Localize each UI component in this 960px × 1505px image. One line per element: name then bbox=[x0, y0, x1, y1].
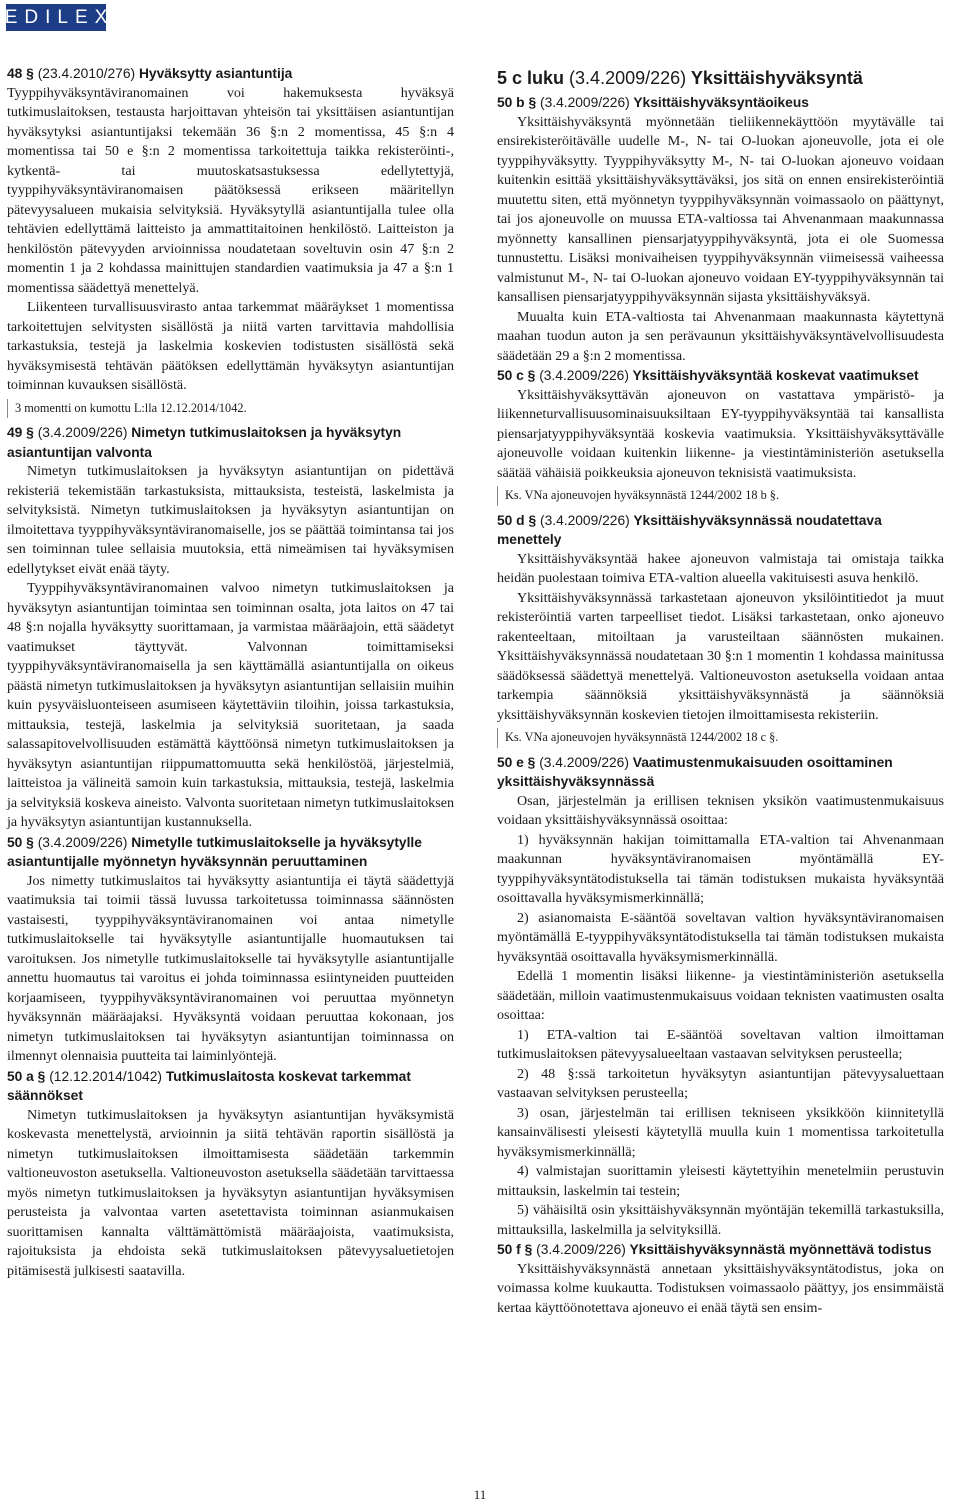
section-50c-note: Ks. VNa ajoneuvojen hyväksynnästä 1244/2002 18 b §. bbox=[497, 486, 944, 506]
section-49-paragraph-2: Tyyppihyväksyntäviranomainen valvoo nimetyn tutkimuslaitoksen ja hyväksytyn asiantuntijan toimintaa sen toiminnan osalta, jota laitos on 47 tai 48 §:n nojalla hyväksytty suorittamaan, ja varmistaa määräajoin, että säädetyt vaatimukset täyttyvät. Valvonnan toimittamiseksi tyyppihyväksyntäviranomaisella ja sen käyttämällä asiantuntijalla on oikeus päästä nimetyn tutkimuslaitoksen ja hyväksytyn asiantuntijan sellaisiin muihin kuin pysyväisluonteiseen asumiseen käytettäviin tiloihin, joissa tarkastuksia, mittauksia, testejä, laskelmia ja selvityksiä suoritetaan, ja saada salassapitovelvollisuuden estämättä käyttöönsä nimetyn tutkimuslaitoksen ja hyväksytyn asiantuntijan riippumattomuutta sekä henkilöstöä, järjestelmiä, laitteistoa ja välineitä samoin kuin tarkastuksia, mittauksia, testejä, laskelmia ja selvityksiä koskeva aineisto. Valvonta suoritetaan nimetyn tutkimuslaitoksen ja hyväksytyn asiantuntijan kustannuksella. bbox=[7, 580, 454, 830]
section-50e-paragraph-6: 2) 48 §:ssä tarkoitetun hyväksytyn asiantuntijan pätevyysaluettaan vastaavan selvityksen perusteella; bbox=[497, 1065, 944, 1101]
section-title: Yksittäishyväksyntäoikeus bbox=[633, 95, 809, 110]
section-title: Yksittäishyväksynnästä myönnettävä todistus bbox=[629, 1242, 932, 1257]
section-48-paragraph-2: Liikenteen turvallisuusvirasto antaa tarkemmat määräykset 1 momentissa tarkoitettujen selvitysten sisällöstä ja niitä varten tarvittavia mahdollisia tarkastuksia, testejä ja laskelmia koskevien todistusten sisällöstä sekä hyväksymisestä tehtävän päätöksen edellyttämän hyväksytyn asiantuntijan toiminnan kuvauksen sisällöstä. bbox=[7, 299, 454, 393]
section-50-paragraph-1: Jos nimetty tutkimuslaitos tai hyväksytty asiantuntija ei täytä säädettyjä vaatimuksia tai toimii tässä luvussa tarkoitetussa toiminnassa säännösten vastaisesti, tyyppihyväksyntäviranomainen voi antaa nimetylle tutkimuslaitokselle tai hyväksytylle asiantuntijalle huomautuksen tai varoituksen. Jos nimetylle tutkimuslaitokselle tai hyväksytylle asiantuntijalle annettu huomautus tai varoitus ei johda toiminnassa esiintyneiden puutteiden korjaamiseen, tyyppihyväksyntäviranomainen voi peruuttaa myönnetyn hyväksynnän määräajaksi. Hyväksyntä voidaan peruuttaa kokonaan, jos nimetyn tutkimuslaitoksen tai hyväksytyn asiantuntijan toiminnassa on ilmennyt olennaisia puutteita tai laiminlyöntejä. bbox=[7, 872, 454, 1064]
section-50e-paragraph-1: Osan, järjestelmän ja erillisen teknisen yksikön vaatimustenmukaisuus voidaan yksittäishyväksynnässä osoittaa: bbox=[497, 792, 944, 828]
section-number: 48 § bbox=[7, 66, 34, 81]
section-50f-heading bbox=[497, 1240, 944, 1260]
section-title: Hyväksytty asiantuntija bbox=[138, 66, 293, 81]
section-title: Vaatimustenmukaisuuden osoittaminen yksittäishyväksynnässä bbox=[497, 754, 893, 789]
section-title: Nimetyn tutkimuslaitoksen ja hyväksytyn asiantuntijan valvonta bbox=[7, 425, 402, 460]
section-ref: (3.4.2009/226) bbox=[539, 95, 630, 110]
section-number: 50 d § bbox=[497, 512, 537, 528]
section-48-note: 3 momentti on kumottu L:lla 12.12.2014/1042. bbox=[7, 399, 454, 419]
section-title: Nimetylle tutkimuslaitokselle ja hyväksytylle asiantuntijalle myönnetyn hyväksynnän peruuttaminen bbox=[7, 834, 422, 869]
section-50b-paragraph-2: Muualta kuin ETA-valtiosta tai Ahvenanmaan maakunnasta käytettynä maahan tuodun auton ja sen perävaunun yksittäishyväksyntävelvollisuudesta säädetään 29 a §:n 2 momentissa. bbox=[497, 308, 944, 364]
section-50e-paragraph-4: Edellä 1 momentin lisäksi liikenne- ja viestintäministeriön asetuksella säädetään, milloin vaatimustenmukaisuus voidaan teknisten vaatimusten osalta osoittaa: bbox=[497, 968, 944, 1023]
section-number: 50 a § bbox=[7, 1068, 46, 1084]
section-50a-paragraph-1: Nimetyn tutkimuslaitoksen ja hyväksytyn asiantuntijan hyväksymistä koskevasta menettelystä, arvioinnin ja siitä tehtävän raportin sisällöstä ja nimetyn tutkimuslaitoksen ilmoittamisesta säädetään tarkemmin valtioneuvoston asetuksella. Valtioneuvoston asetuksella säädetään tarvittaessa myös nimetyn tutkimuslaitoksen ja hyväksytyn asiantuntijan hyväksymisen perusteista ja valvontaa varten asetettavista toiminnan asianmukaisen suorittamisen kannalta välttämättömistä määräajoista, vaatimuksista, rajoituksista ja ehdoista sekä tutkimuslaitoksen pätevyysaluetietojen pitämisestä julkisesti saatavilla. bbox=[7, 1106, 454, 1279]
section-50d-paragraph-1: Yksittäishyväksyntää hakee ajoneuvon valmistaja tai omistaja taikka heidän puolestaan toimiva ETA-valtion alueella vakituisesti asuva henkilö. bbox=[497, 550, 944, 586]
section-50d-note: Ks. VNa ajoneuvojen hyväksynnästä 1244/2002 18 c §. bbox=[497, 728, 944, 748]
section-50e-paragraph-9: 5) vähäisiltä osin yksittäishyväksynnän myöntäjän tekemillä tarkastuksilla, mittauksilla, laskelmilla ja selvityksillä. bbox=[497, 1202, 944, 1238]
chapter-heading bbox=[497, 66, 944, 90]
section-number: 49 § bbox=[7, 425, 34, 440]
section-title: Yksittäishyväksyntää koskevat vaatimukset bbox=[632, 368, 919, 383]
section-number: 50 § bbox=[7, 834, 34, 850]
edilex-logo bbox=[4, 4, 115, 31]
section-50f-paragraph-1: Yksittäishyväksynnästä annetaan yksittäishyväksyntätodistus, joka on voimassa kolme kuukautta. Todistuksen voimassaolo päättyy, jos ensimmäistä kertaa käyttöönotettava ajoneuvo ei enää täytä sen ensim- bbox=[497, 1260, 944, 1316]
chapter-ref: (3.4.2009/226) bbox=[569, 68, 687, 88]
section-50a-heading bbox=[7, 1067, 454, 1106]
section-ref: (3.4.2009/226) bbox=[539, 368, 629, 383]
section-title: Yksittäishyväksynnässä noudatettava menettely bbox=[497, 512, 882, 547]
section-50b-paragraph-1: Yksittäishyväksyntä myönnetään tieliikennekäyttöön myytävälle tai ensirekisteröitävälle uudelle M-, N- tai O-luokan ajoneuvolle, jota ei ole tyyppihyväksytty. Tyyppihyväksytty M-, N- tai O-luokan ajoneuvo voidaan kuitenkin esittää yksittäishyväksyttäväksi, jos sitä on ennen ensirekisteröintiä muutettu siten, että myönnetyn tyyppihyväksynnän voimassaolo on päättynyt, tai jos ajoneuvolle on muussa ETA-valtiossa tai Ahvenanmaan maakunnassa myönnetty kansallinen piensarjatyyppihyväksyntä, jota ei ole Suomessa tunnustettu. Lisäksi monivaiheisen tyyppihyväksynnän viimeisessä vaiheessa valmistunut M-, N- tai O-luokan ajoneuvo voidaan EY-tyyppihyväksynnän tai kansallisen piensarjatyyppihyväksynnän sijasta yksittäishyväksyä. bbox=[497, 113, 944, 305]
section-title: Tutkimuslaitosta koskevat tarkemmat säännökset bbox=[7, 1068, 411, 1103]
section-ref: (3.4.2009/226) bbox=[37, 425, 128, 440]
section-number: 50 b § bbox=[497, 95, 537, 110]
page-number: 11 bbox=[473, 1487, 487, 1502]
chapter-title: Yksittäishyväksyntä bbox=[690, 68, 863, 88]
section-48-heading bbox=[7, 64, 454, 84]
section-ref: (12.12.2014/1042) bbox=[49, 1068, 162, 1084]
section-number: 50 c § bbox=[497, 368, 536, 383]
left-column bbox=[7, 64, 454, 1281]
section-50e-heading bbox=[497, 753, 944, 792]
section-50d-heading bbox=[497, 511, 944, 550]
right-column bbox=[497, 66, 944, 1318]
section-50e-paragraph-2: 1) hyväksynnän hakijan toimittamalla ETA-valtion tai Ahvenanmaan maakunnan hyväksyntäviranomaisen myöntämällä EY-tyyppihyväksyntätodistuksella tai tämän todistuksen mukaista hyväksyntää osoittavalla hyväksymismerkinnällä; bbox=[497, 831, 944, 906]
chapter-number: 5 c luku bbox=[497, 68, 565, 88]
section-49-heading bbox=[7, 423, 454, 462]
section-ref: (23.4.2010/276) bbox=[37, 66, 136, 81]
section-ref: (3.4.2009/226) bbox=[37, 834, 128, 850]
section-50c-paragraph-1: Yksittäishyväksyttävän ajoneuvon on vastattava ympäristö- ja liikenneturvallisuusominaisuuksiltaan EY-tyyppihyväksyntää tai kansallista piensarjatyyppihyväksyntää koskevia vaatimuksia. Yksittäishyväksyttävälle ajoneuvolle voidaan kuitenkin liikenne- ja viestintäministeriön asetuksella säätää vähäisiä poikkeuksia ajoneuvon teknisistä vaatimuksista. bbox=[497, 386, 944, 481]
section-48-paragraph-1: Tyyppihyväksyntäviranomainen voi hakemuksesta hyväksyä tutkimuslaitoksen, testausta harjoittavan yhteisön tai yksittäisen asiantuntijan hyväksytyksi asiantuntijaksi tekemään 36 §:n 2 momentissa, 45 §:n 4 momentissa tai 50 e §:n 2 momentissa tarkoitettuja taikka rekisteröinti-, kytkentä- tai muutoskatsastuksessa edellytettyjä, tyyppihyväksyntäviranomaisen päätöksessä erikseen määritellyn pätevyysalueen mukaisia selvityksiä. Hyväksytyllä asiantuntijalla tulee olla tehtävien edellyttämä laitteisto ja ammattitaitoinen henkilöstö. Laitteiston ja henkilöstön pätevyyden arvioinnissa noudatetaan soveltuvin osin 47 §:n 2 momentin 1 ja 2 kohdassa mainittujen standardien vaatimuksia ja 47 a §:n 1 momentissa säädettyä menettelyä. bbox=[7, 84, 454, 296]
section-50e-paragraph-3: 2) asianomaista E-sääntöä soveltavan valtion hyväksyntäviranomaisen myöntämällä E-tyyppihyväksyntätodistuksella tai tämän todistuksen mukaista hyväksyntää osoittavalla hyväksymismerkinnällä. bbox=[497, 909, 944, 965]
section-50-heading bbox=[7, 833, 454, 872]
section-ref: (3.4.2009/226) bbox=[539, 512, 630, 528]
section-number: 50 f § bbox=[497, 1242, 533, 1257]
section-49-paragraph-1: Nimetyn tutkimuslaitoksen ja hyväksytyn asiantuntijan on pidettävä rekisteriä tekemistään tarkastuksista, mittauksista, testeistä, laskelmista ja selvityksistä. Nimetyn tutkimuslaitoksen ja hyväksytyn asiantuntijan on ilmoitettava tyyppihyväksyntäviranomaiselle, jos se päättää toimintansa tai jos sen toiminnan tulee sellaisia muutoksia, että nimeämisen tai hyväksymisen edellytykset eivät enää täyty. bbox=[7, 463, 454, 577]
section-50e-paragraph-5: 1) ETA-valtion tai E-sääntöä soveltavan valtion ilmoittaman tutkimuslaitoksen pätevyysalueeltaan vastaavan selvityksen perusteella; bbox=[497, 1026, 944, 1062]
section-50e-paragraph-8: 4) valmistajan suorittamin yleisesti käytettyihin menetelmiin perustuvin mittauksin, laskelmin tai testein; bbox=[497, 1163, 944, 1199]
logo-text: EDILEX bbox=[4, 6, 115, 28]
section-50c-heading bbox=[497, 366, 944, 386]
section-ref: (3.4.2009/226) bbox=[536, 1242, 626, 1257]
section-50b-heading bbox=[497, 93, 944, 113]
section-number: 50 e § bbox=[497, 754, 536, 770]
section-50e-paragraph-7: 3) osan, järjestelmän tai erillisen tekniseen yksikköön kiinnitetyllä kansainvälisesti yleisesti käytetyllä muulla kuin 1 momentissa tarkoitetulla hyväksymismerkinnällä; bbox=[497, 1104, 944, 1160]
section-50d-paragraph-2: Yksittäishyväksynnässä tarkastetaan ajoneuvon yksilöintitiedot ja muut rekisteröintiä varten tarpeelliset tiedot. Lisäksi tarkastetaan, onko ajoneuvo rakenteeltaan, mitoiltaan ja varusteiltaan säännösten mukainen. Yksittäishyväksynnässä noudatetaan 30 §:n 1 momentin 1 kohdassa mainitussa säädöksessä säädettyä menettelyä. Valtioneuvoston asetuksella voidaan antaa tarkempia säännöksiä yksittäishyväksynnästä ja säännöksiä yksittäishyväksynnän koskevien tietojen ilmoittamisesta rekisteriin. bbox=[497, 589, 944, 723]
section-ref: (3.4.2009/226) bbox=[539, 754, 629, 770]
